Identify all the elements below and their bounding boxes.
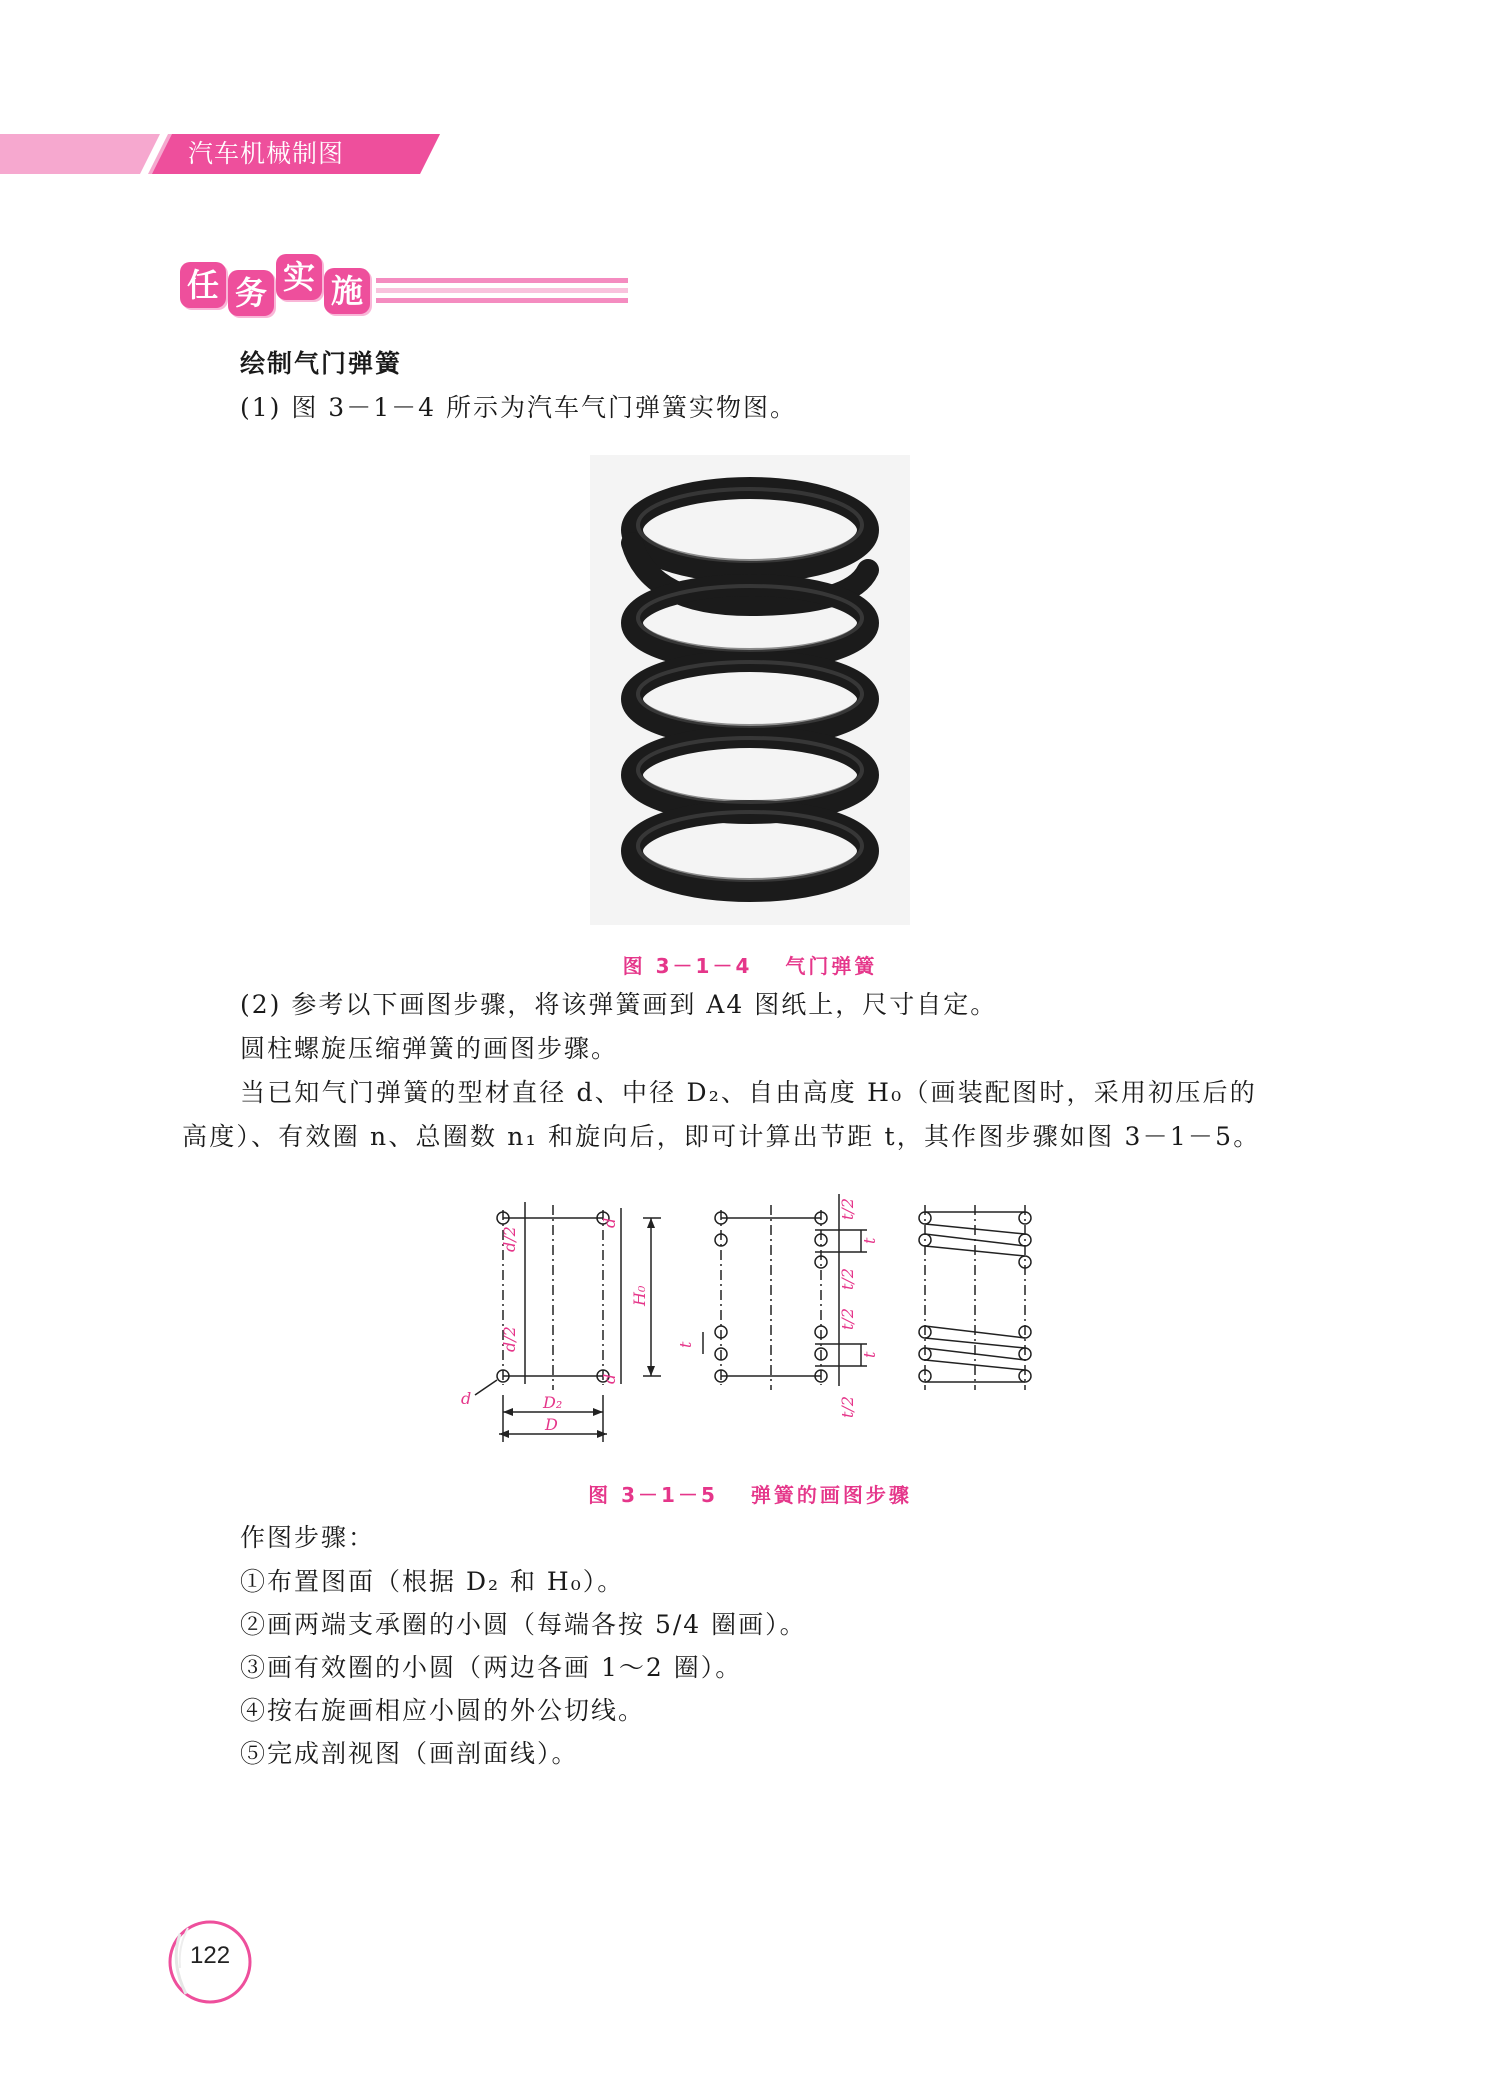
figure-1-caption: 图 3－1－4 气门弹簧 [622,954,878,978]
label-t-half-3: t/2 [838,1308,857,1330]
badge-rule-mid [376,288,628,293]
label-t-bottom: t [860,1351,879,1358]
book-title: 汽车机械制图 [188,139,345,168]
steps-title: 作图步骤： [240,1523,376,1552]
step-item-2: ②画两端支承圈的小圆（每端各按 5/4 圈画）。 [240,1610,807,1639]
badge-char-2: 务 [228,270,274,316]
sub-heading: 圆柱螺旋压缩弹簧的画图步骤。 [240,1034,619,1063]
paragraph-line-1: 当已知气门弹簧的型材直径 d、中径 D₂、自由高度 H₀（画装配图时，采用初压后的 [240,1078,1257,1107]
step-item-3: ③画有效圈的小圆（两边各画 1～2 圈）。 [240,1653,743,1682]
badge-char-1: 任 [180,262,226,308]
label-t-half-1: t/2 [838,1198,857,1220]
content-heading: 绘制气门弹簧 [240,349,403,378]
label-D2: D₂ [543,1393,563,1412]
page-number: 122 [190,1942,231,1969]
label-d-half-top: d/2 [500,1226,519,1252]
label-d-top: d [600,1217,619,1228]
section-badge [176,248,636,318]
step-item-5: ⑤完成剖视图（画剖面线）。 [240,1739,579,1768]
label-t-half-2: t/2 [838,1268,857,1290]
label-t-left: t [676,1341,695,1348]
label-d-bottom: d [600,1373,619,1384]
badge-char-4: 施 [324,268,370,314]
badge-rule-bottom [376,298,628,303]
badge-char-3: 实 [276,254,322,300]
badge-rule-top [376,278,628,283]
label-t-top: t [860,1237,879,1244]
label-d-half-bottom: d/2 [500,1326,519,1352]
label-t-half-4: t/2 [838,1396,857,1418]
label-D: D [545,1415,558,1434]
valve-spring-image [590,455,910,925]
label-H0: H₀ [630,1285,649,1306]
figure-2-caption: 图 3－1－5 弹簧的画图步骤 [588,1483,912,1507]
step-2-text: (2) 参考以下画图步骤，将该弹簧画到 A4 图纸上，尺寸自定。 [240,990,998,1019]
step-1-text: (1) 图 3－1－4 所示为汽车气门弹簧实物图。 [240,393,797,422]
step-item-4: ④按右旋画相应小圆的外公切线。 [240,1696,646,1725]
step-item-1: ①布置图面（根据 D₂ 和 H₀）。 [240,1567,625,1596]
paragraph-line-2: 高度）、有效圈 n、总圈数 n₁ 和旋向后，即可计算出节距 t，其作图步骤如图 3－1－5。 [182,1122,1261,1151]
label-d-wire: d [461,1389,472,1408]
spring-drawing-steps-figure [455,1190,1055,1460]
